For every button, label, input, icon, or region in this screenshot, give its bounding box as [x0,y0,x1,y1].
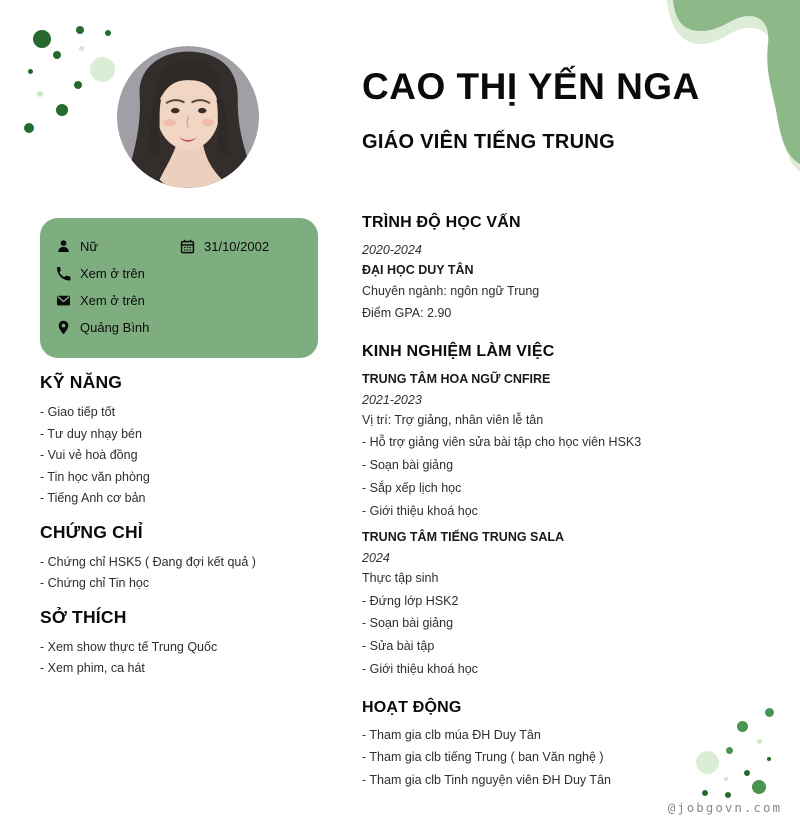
decorative-dot [37,91,43,97]
section-heading: CHỨNG CHỈ [40,521,143,542]
gender-field [56,239,180,254]
profile-photo [117,46,259,188]
decorative-dot [724,777,728,781]
job-title: GIÁO VIÊN TIẾNG TRUNG [362,130,615,153]
decorative-dot [74,81,82,89]
section-heading: SỞ THÍCH [40,606,127,627]
section-skills [40,372,340,505]
list-item: - Soạn bài giảng [362,458,454,472]
list-item: - Xem show thực tế Trung Quốc [40,639,218,654]
list-item: - Soạn bài giảng [362,616,454,631]
list-item: - Giao tiếp tốt [40,405,116,419]
dob-field [180,239,269,254]
list-item: - Tham gia clb múa ĐH Duy Tân [362,727,541,742]
list-item: - Tư duy nhạy bén [40,426,142,441]
experience-role: Vị trí: Trợ giảng, nhân viên lễ tân [362,412,544,427]
education-major: Chuyên ngành: ngôn ngữ Trung [362,284,540,298]
decorative-dot [33,30,51,48]
personal-info-box [40,218,318,358]
list-item: - Chứng chỉ Tin học [40,576,150,590]
decorative-dot [725,792,731,798]
decorative-dot [765,708,774,717]
decorative-dot [53,51,61,59]
watermark: @jobgovn.com [667,800,782,815]
decorative-dot [744,770,750,776]
decorative-dot [752,780,766,794]
section-heading: HOẠT ĐỘNG [362,698,462,716]
experience-role: Thực tập sinh [362,571,439,586]
gender-value: Nữ [80,239,99,254]
info-row [56,314,302,341]
location-value: Quảng Bình [80,320,150,335]
left-column [40,372,340,692]
info-row [56,233,302,260]
decorative-dot [702,790,708,796]
phone-icon [56,266,71,281]
info-row [56,260,302,287]
section-heading: KỸ NĂNG [40,372,123,392]
list-item: - Sửa bài tập [362,639,435,654]
list-item: - Tham gia clb tiếng Trung ( ban Văn nghệ ) [362,750,604,765]
list-item: - Xem phim, ca hát [40,661,145,675]
section-heading: KINH NGHIỆM LÀM VIỆC [362,342,555,360]
decorative-dot [56,104,68,116]
header-block [362,68,762,154]
decorative-dot [726,747,733,754]
right-column [362,214,776,810]
decorative-dot [767,757,771,761]
info-row [56,287,302,314]
decorative-dot [90,57,115,82]
section-heading: TRÌNH ĐỘ HỌC VẤN [362,214,521,231]
section-hobbies [40,607,340,675]
decorative-dot [76,26,84,34]
email-value: Xem ở trên [80,293,145,308]
section-activities [362,699,776,788]
experience-period: 2021-2023 [362,392,422,407]
decorative-dot [79,46,84,51]
decorative-dot [105,30,111,36]
list-item: - Tin học văn phòng [40,469,150,484]
section-education [362,214,776,321]
phone-field [56,266,145,281]
list-item: - Giới thiệu khoá học [362,662,478,677]
education-period: 2020-2024 [362,243,422,257]
location-pin-icon [56,320,71,335]
education-school: ĐẠI HỌC DUY TÂN [362,263,474,277]
list-item: - Tham gia clb Tinh nguyện viên ĐH Duy Tân [362,773,611,788]
page-title: CAO THỊ YẾN NGA [362,66,700,107]
list-item: - Tiếng Anh cơ bản [40,491,146,505]
section-certificates [40,522,340,590]
experience-entry [362,530,776,676]
experience-org: TRUNG TÂM HOA NGỮ CNFIRE [362,371,551,386]
experience-entry [362,372,776,518]
list-item: - Vui vẻ hoà đồng [40,448,138,462]
list-item: - Hỗ trợ giảng viên sửa bài tập cho học viên HSK3 [362,435,642,450]
calendar-icon [180,239,195,254]
list-item: - Giới thiệu khoá học [362,503,478,518]
list-item: - Chứng chỉ HSK5 ( Đang đợi kết quả ) [40,554,256,569]
location-field [56,320,149,335]
experience-org: TRUNG TÂM TIẾNG TRUNG SALA [362,530,565,545]
decorative-dot [24,123,34,133]
person-icon [56,239,71,254]
decorative-dot [696,751,719,774]
section-experience [362,343,776,677]
experience-period: 2024 [362,551,390,566]
list-item: - Sắp xếp lịch học [362,480,462,495]
email-field [56,293,145,308]
dob-value: 31/10/2002 [204,239,270,254]
education-gpa: Điểm GPA: 2.90 [362,306,452,321]
mail-icon [56,293,71,308]
decorative-dot [737,721,748,732]
decorative-dot [757,739,762,744]
phone-value: Xem ở trên [80,266,145,281]
list-item: - Đứng lớp HSK2 [362,593,459,608]
decorative-dot [28,69,33,74]
